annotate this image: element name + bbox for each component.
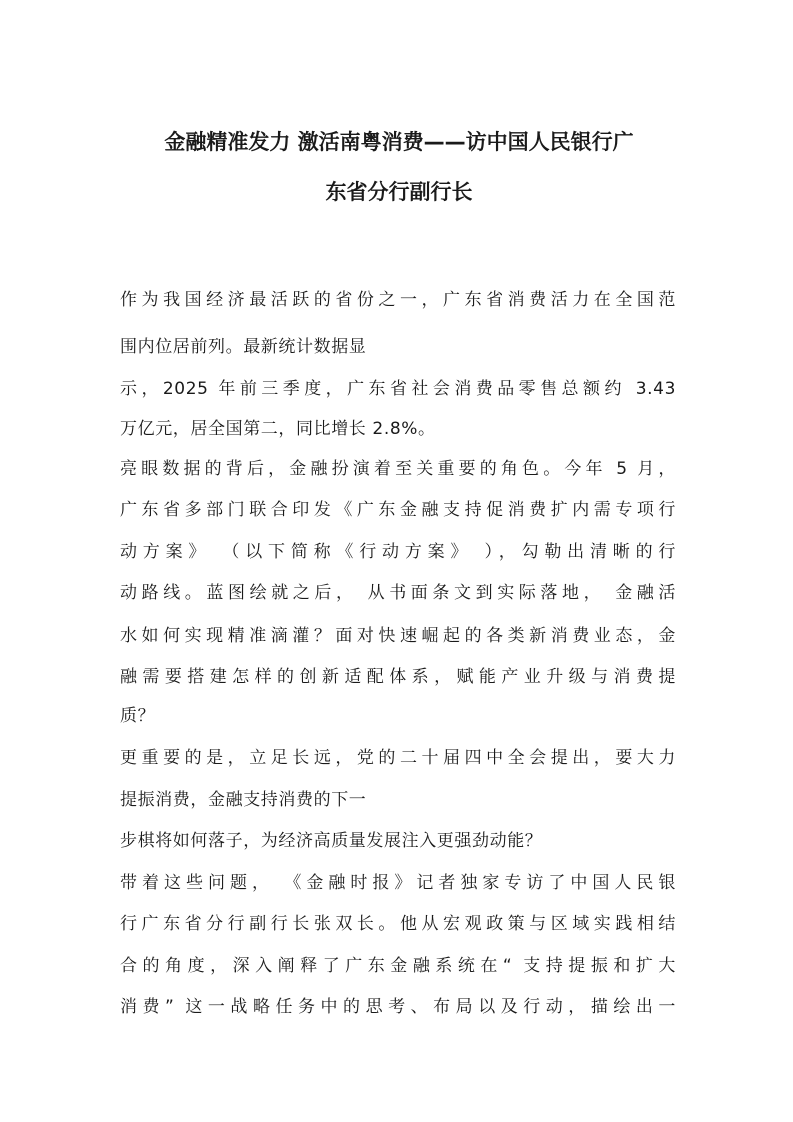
paragraph-line: 合的角度，深入阐释了广东金融系统在“ 支持提振和扩大: [120, 956, 676, 976]
paragraph-line: 质？: [120, 706, 156, 726]
paragraph-line: 行广东省分行副行长张双长。他从宏观政策与区域实践相结: [120, 914, 676, 934]
document-title-line-2: 东省分行副行长: [325, 180, 473, 204]
paragraph-line: 水如何实现精准滴灌？面对快速崛起的各类新消费业态，金: [120, 626, 676, 646]
paragraph-line: 提振消费，金融支持消费的下一: [120, 790, 367, 810]
paragraph-line: 步棋将如何落子，为经济高质量发展注入更强劲动能？: [120, 831, 543, 851]
paragraph-line: 亮眼数据的背后，金融扮演着至关重要的角色。今年 5 月，: [120, 459, 676, 479]
paragraph-line: 消费” 这一战略任务中的思考、布局以及行动，描绘出一: [120, 997, 676, 1017]
paragraph-line: 更重要的是，立足长远，党的二十届四中全会提出，要大力: [120, 748, 676, 768]
paragraph-line: 融需要搭建怎样的创新适配体系，赋能产业升级与消费提: [120, 667, 676, 687]
paragraph-line: 动路线。蓝图绘就之后， 从书面条文到实际落地， 金融活: [120, 583, 676, 603]
paragraph-line: 动方案》 （以下简称《行动方案》 ），勾勒出清晰的行: [120, 542, 676, 562]
paragraph-line: 作为我国经济最活跃的省份之一，广东省消费活力在全国范: [120, 290, 676, 310]
document-title-line-1: 金融精准发力 激活南粤消费——访中国人民银行广: [164, 130, 634, 154]
paragraph-line: 万亿元，居全国第二，同比增长 2.8%。: [120, 419, 436, 439]
paragraph-line: 带着这些问题， 《金融时报》记者独家专访了中国人民银: [120, 873, 676, 893]
paragraph-line: 示，2025 年前三季度，广东省社会消费品零售总额约 3.43: [120, 379, 676, 399]
paragraph-line: 广东省多部门联合印发《广东金融支持促消费扩内需专项行: [120, 500, 676, 520]
paragraph-line: 围内位居前列。最新统计数据显: [120, 337, 367, 357]
